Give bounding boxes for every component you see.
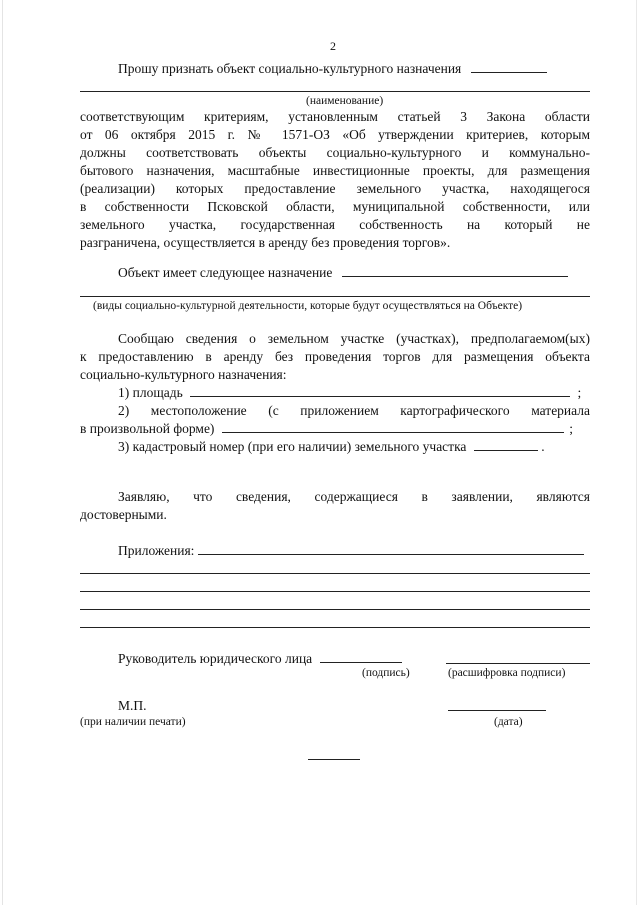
cadastral-row <box>118 438 545 455</box>
land-intro-line: Сообщаю сведения о земельном участке (участках), предполагаемом(ых) <box>118 331 590 346</box>
body-line: должны соответствовать объекты социально-культурного и коммунально- <box>80 145 590 160</box>
head-label: Руководитель юридического лица <box>118 651 313 666</box>
purpose-row <box>118 264 568 281</box>
attachments-line <box>80 573 590 574</box>
purpose-caption: (виды социально-культурной деятельности, которые будут осуществляться на Объекте) <box>93 300 523 312</box>
request-body <box>80 108 590 252</box>
attachments-label: Приложения: <box>118 543 195 558</box>
seal-label: М.П. <box>118 698 147 713</box>
land-intro-line: социально-культурного назначения: <box>80 367 287 382</box>
declaration <box>80 488 590 524</box>
object-name-blank <box>471 60 547 73</box>
cadastral-end: . <box>541 439 545 454</box>
head-signature-row <box>118 650 402 667</box>
body-line: бытового назначения, масштабные инвестиционные проекты, для размещения <box>80 163 590 178</box>
land-intro <box>80 330 590 384</box>
declaration-line: достоверными. <box>80 507 167 522</box>
object-name-caption: (наименование) <box>306 95 384 107</box>
closing-rule <box>308 759 360 760</box>
object-name-line <box>80 91 590 92</box>
signature-decode-line <box>446 663 590 664</box>
location-label-line2 <box>80 420 590 438</box>
declaration-line: Заявляю, что сведения, содержащиеся в заявлении, являются <box>118 489 590 504</box>
body-line: земельного участка, государственная собственность на который не <box>80 217 590 232</box>
land-intro-line: к предоставлению в аренду без проведения торгов для размещения объекта <box>80 349 590 364</box>
attachments-row <box>118 542 584 559</box>
cadastral-blank <box>474 438 538 451</box>
area-label: 1) площадь <box>118 385 183 400</box>
scan-edge-right <box>636 0 637 905</box>
attachments-line <box>80 627 590 628</box>
area-row <box>118 384 581 401</box>
request-lead <box>118 60 547 77</box>
attachments-line <box>80 609 590 610</box>
area-blank <box>190 384 570 397</box>
location-label-line: 2) местоположение (с приложением картографического материала <box>118 403 590 418</box>
cadastral-label: 3) кадастровый номер (при его наличии) земельного участка <box>118 439 467 454</box>
body-line: соответствующим критериям, установленным статьей 3 Закона области <box>80 109 590 124</box>
purpose-label: Объект имеет следующее назначение <box>118 265 333 280</box>
request-lead-text: Прошу признать объект социально-культурного назначения <box>118 61 462 76</box>
attachments-blank <box>198 542 584 555</box>
attachments-line <box>80 591 590 592</box>
seal-caption: (при наличии печати) <box>80 716 186 728</box>
scan-edge-left <box>2 0 3 905</box>
date-line <box>448 710 546 711</box>
location-end: ; <box>569 421 573 436</box>
location-blank <box>222 420 564 433</box>
location-label: в произвольной форме) <box>80 421 215 436</box>
purpose-line <box>80 296 590 297</box>
body-line: разграничена, осуществляется в аренду без проведения торгов». <box>80 235 451 250</box>
sign-caption: (подпись) <box>362 667 410 679</box>
date-caption: (дата) <box>494 716 523 728</box>
body-line: от 06 октября 2015 г. № 1571-ОЗ «Об утверждении критериев, которым <box>80 127 590 142</box>
page-number: 2 <box>330 39 336 53</box>
signature-blank <box>320 650 402 663</box>
area-end: ; <box>577 385 582 400</box>
location-row <box>80 402 590 438</box>
purpose-blank <box>342 264 568 277</box>
decode-caption: (расшифровка подписи) <box>448 667 566 679</box>
body-line: (реализации) которых предоставление земельного участка, находящегося <box>80 181 590 196</box>
body-line: в собственности Псковской области, муниципальной собственности, или <box>80 199 590 214</box>
